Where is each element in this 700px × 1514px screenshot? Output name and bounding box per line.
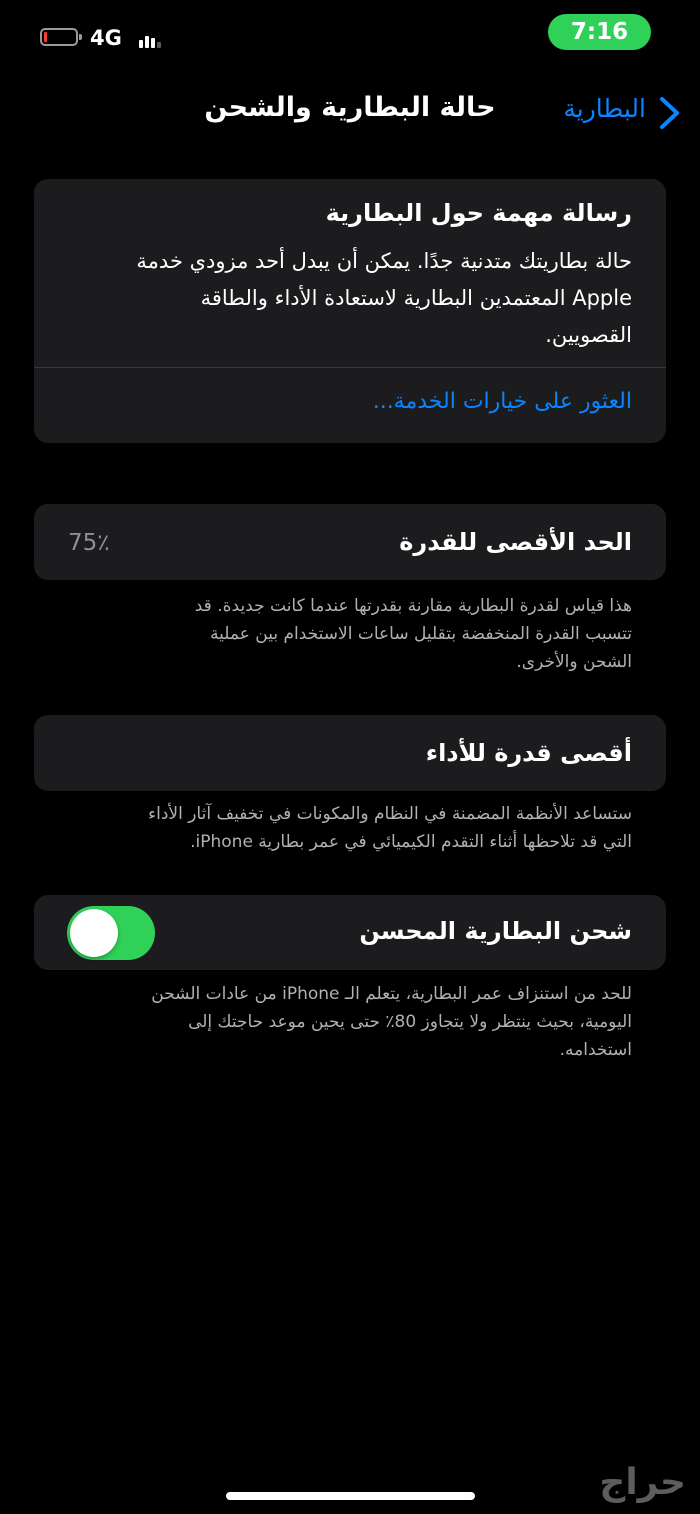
message-body-line: القصويين. <box>545 323 632 347</box>
message-title: رسالة مهمة حول البطارية <box>325 199 632 227</box>
optimized-charging-row <box>34 895 666 970</box>
find-service-options-link[interactable]: العثور على خيارات الخدمة... <box>372 389 632 414</box>
optimized-charging-footnote <box>60 980 632 1064</box>
network-type: 4G <box>90 26 122 50</box>
footnote-line: هذا قياس لقدرة البطارية مقارنة بقدرتها عندما كانت جديدة. قد <box>194 596 632 616</box>
max-capacity-label: الحد الأقصى للقدرة <box>399 528 632 556</box>
back-button-label: البطارية <box>563 94 646 123</box>
footnote-line: تتسبب القدرة المنخفضة بتقليل ساعات الاستخدام بين عملية <box>210 624 632 644</box>
peak-performance-footnote <box>60 800 632 856</box>
card-divider <box>34 367 666 368</box>
time-pill[interactable]: 7:16 <box>548 14 651 50</box>
footnote-line: اليومية، بحيث ينتظر ولا يتجاوز 80٪ حتى يحين موعد حاجتك إلى <box>188 1012 632 1032</box>
peak-performance-label: أقصى قدرة للأداء <box>425 739 632 767</box>
optimized-charging-label: شحن البطارية المحسن <box>359 917 632 945</box>
message-body-line: حالة بطاريتك متدنية جدًا. يمكن أن يبدل أحد مزودي خدمة <box>136 249 632 273</box>
battery-message-card <box>34 179 666 443</box>
optimized-charging-toggle[interactable] <box>67 906 155 960</box>
home-indicator[interactable] <box>226 1492 475 1500</box>
page-title: حالة البطارية والشحن <box>204 92 496 123</box>
max-capacity-value: 75٪ <box>68 530 110 556</box>
footnote-line: التي قد تلاحظها أثناء التقدم الكيميائي في عمر بطارية iPhone. <box>190 832 632 852</box>
chevron-right-icon <box>658 96 682 130</box>
battery-icon <box>40 28 78 46</box>
battery-level-fill <box>44 32 47 42</box>
footnote-line: استخدامه. <box>559 1040 632 1060</box>
peak-performance-row <box>34 715 666 791</box>
max-capacity-row <box>34 504 666 580</box>
message-body-line: Apple المعتمدين البطارية لاستعادة الأداء والطاقة <box>200 286 632 310</box>
max-capacity-footnote <box>60 592 632 676</box>
footnote-line: للحد من استنزاف عمر البطارية، يتعلم الـ iPhone من عادات الشحن <box>151 984 632 1004</box>
signal-bars-icon <box>139 30 165 48</box>
message-body <box>60 243 632 354</box>
status-bar <box>0 0 700 78</box>
watermark: حراج <box>599 1462 686 1503</box>
footnote-line: الشحن والأخرى. <box>516 652 632 672</box>
toggle-knob <box>70 909 118 957</box>
footnote-line: ستساعد الأنظمة المضمنة في النظام والمكونات في تخفيف آثار الأداء <box>148 804 632 824</box>
